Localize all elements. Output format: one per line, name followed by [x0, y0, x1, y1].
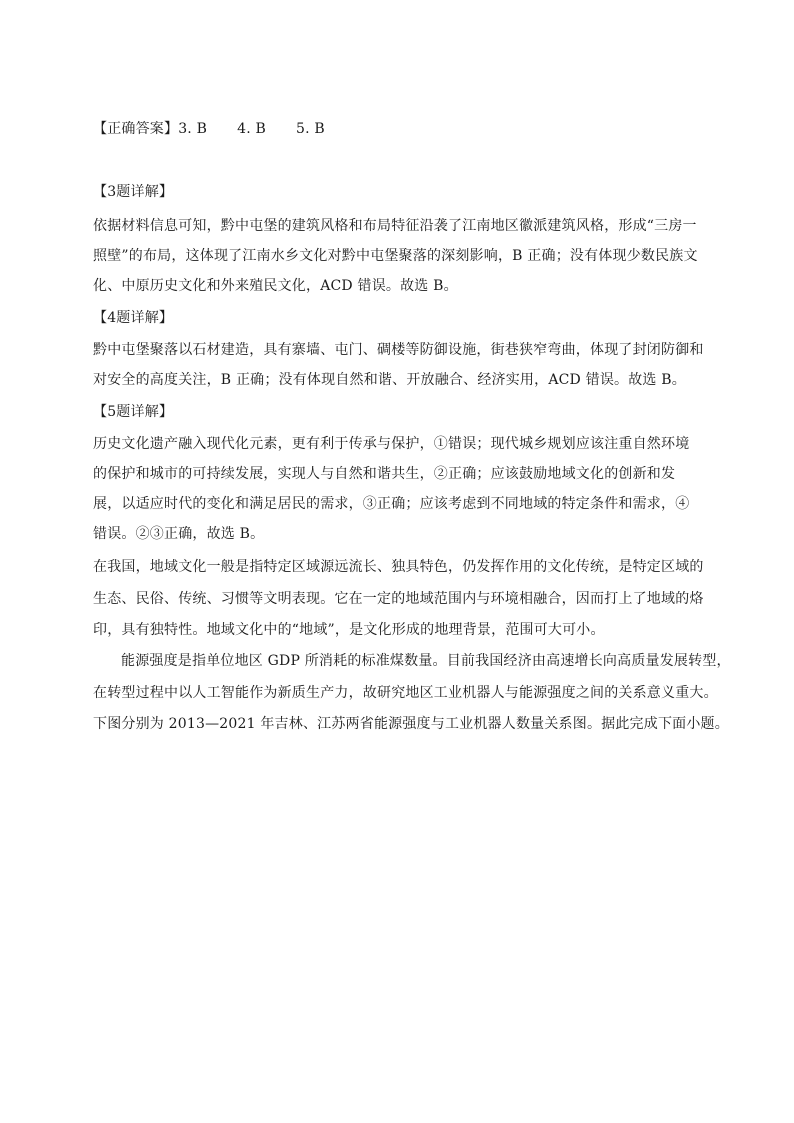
q5-paragraph-line: 印，具有独特性。地域文化中的“地域”，是文化形成的地理背景，范围可大可小。 — [93, 622, 605, 638]
q4-paragraph-line: 对安全的高度关注，B 正确；没有体现自然和谐、开放融合、经济实用，ACD 错误。故选 B。 — [93, 372, 686, 388]
answer-label: 【正确答案】 — [93, 121, 179, 137]
q3-paragraph-line: 化、中原历史文化和外来殖民文化，ACD 错误。故选 B。 — [93, 278, 458, 294]
answer-item-4: 4. B — [237, 121, 267, 137]
answer-item-5: 5. B — [296, 121, 325, 137]
intro-paragraph-line: 能源强度是指单位地区 GDP 所消耗的标准煤数量。目前我国经济由高速增长向高质量发展转型， — [121, 653, 731, 669]
q4-paragraph-line: 黔中屯堡聚落以石材建造，具有寨墙、屯门、碉楼等防御设施，街巷狭窄弯曲，体现了封闭防御和 — [93, 342, 704, 358]
q3-heading: 【3题详解】 — [93, 184, 174, 200]
q5-paragraph-line: 历史文化遗产融入现代化元素，更有利于传承与保护，①错误；现代城乡规划应该注重自然环境 — [93, 436, 690, 452]
q5-heading: 【5题详解】 — [93, 404, 174, 420]
q5-paragraph-line: 生态、民俗、传统、习惯等文明表现。它在一定的地域范围内与环境相融合，因而打上了地域的烙 — [93, 591, 704, 607]
q3-paragraph-line: 依据材料信息可知，黔中屯堡的建筑风格和布局特征沿袭了江南地区徽派建筑风格，形成“三房一 — [93, 218, 697, 234]
intro-paragraph-line: 下图分别为 2013—2021 年吉林、江苏两省能源强度与工业机器人数量关系图。据此完成下面小题。 — [93, 716, 729, 732]
q5-paragraph-line: 的保护和城市的可持续发展，实现人与自然和谐共生，②正确；应该鼓励地域文化的创新和发 — [93, 466, 676, 482]
q5-paragraph-line: 在我国，地域文化一般是指特定区域源远流长、独具特色，仍发挥作用的文化传统，是特定区域的 — [93, 559, 704, 575]
answer-item-3: 3. B — [178, 121, 208, 137]
intro-paragraph-line: 在转型过程中以人工智能作为新质生产力，故研究地区工业机器人与能源强度之间的关系意义重大。 — [93, 685, 718, 701]
q5-paragraph-line: 错误。②③正确，故选 B。 — [93, 526, 265, 542]
correct-answer-line — [93, 120, 325, 138]
q4-heading: 【4题详解】 — [93, 310, 174, 326]
q5-paragraph-line: 展，以适应时代的变化和满足居民的需求，③正确；应该考虑到不同地域的特定条件和需求，④ — [93, 496, 690, 512]
q3-paragraph-line: 照壁”的布局，这体现了江南水乡文化对黔中屯堡聚落的深刻影响，B 正确；没有体现少数民族文 — [93, 248, 698, 264]
